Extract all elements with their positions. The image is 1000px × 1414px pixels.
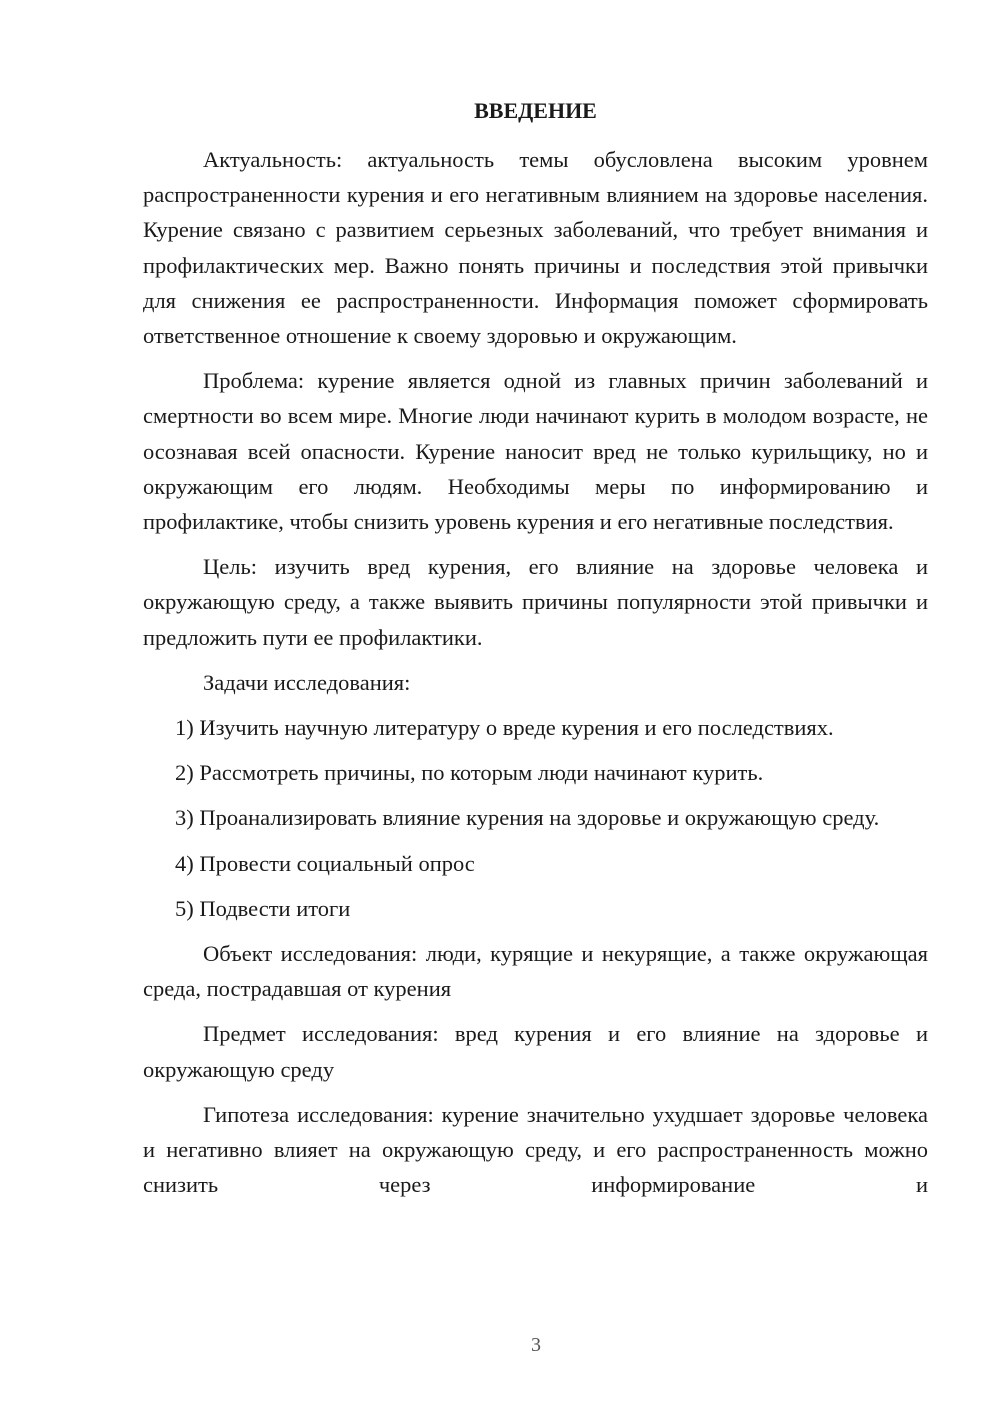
paragraph-goal: Цель: изучить вред курения, его влияние на здоровье человека и окружающую среду, а также выявить причины популярности этой привычки и предложить пути ее профилактики. — [143, 554, 928, 650]
paragraph-problem: Проблема: курение является одной из главных причин заболеваний и смертности во всем мире. Многие люди начинают курить в молодом возрасте, не осознавая всей опасности. Курение наносит вред не только курильщику, но и окружающим его людям. Необходимы меры по информированию и профилактике, чтобы снизить уровень курения и его негативные последствия. — [143, 368, 928, 535]
paragraph-object: Объект исследования: люди, курящие и некурящие, а также окружающая среда, пострадавшая от курения — [143, 941, 928, 1002]
task-item-3: 3) Проанализировать влияние курения на здоровье и окружающую среду. — [175, 805, 880, 831]
task-item-1: 1) Изучить научную литературу о вреде курения и его последствиях. — [175, 715, 834, 741]
paragraph-subject: Предмет исследования: вред курения и его влияние на здоровье и окружающую среду — [143, 1021, 928, 1082]
tasks-heading: Задачи исследования: — [203, 669, 411, 695]
document-body — [143, 142, 928, 1212]
task-item-5: 5) Подвести итоги — [175, 895, 351, 921]
task-item-4: 4) Провести социальный опрос — [175, 850, 475, 876]
paragraph-relevance: Актуальность: актуальность темы обусловлена высоким уровнем распространенности курения и его негативным влиянием на здоровье населения. Курение связано с развитием серьезных заболеваний, что требует внимания и профилактических мер. Важно понять причины и последствия этой привычки для снижения ее распространенности. Информация поможет сформировать ответственное отношение к своему здоровью и окружающим. — [143, 147, 928, 349]
page-title: ВВЕДЕНИЕ — [474, 98, 597, 123]
paragraph-hypothesis: Гипотеза исследования: курение значительно ухудшает здоровье человека и негативно влияет на окружающую среду, и его распространенность можно снизить через информирование и — [143, 1101, 928, 1198]
task-item-2: 2) Рассмотреть причины, по которым люди начинают курить. — [175, 760, 764, 786]
page-number: 3 — [531, 1334, 541, 1356]
